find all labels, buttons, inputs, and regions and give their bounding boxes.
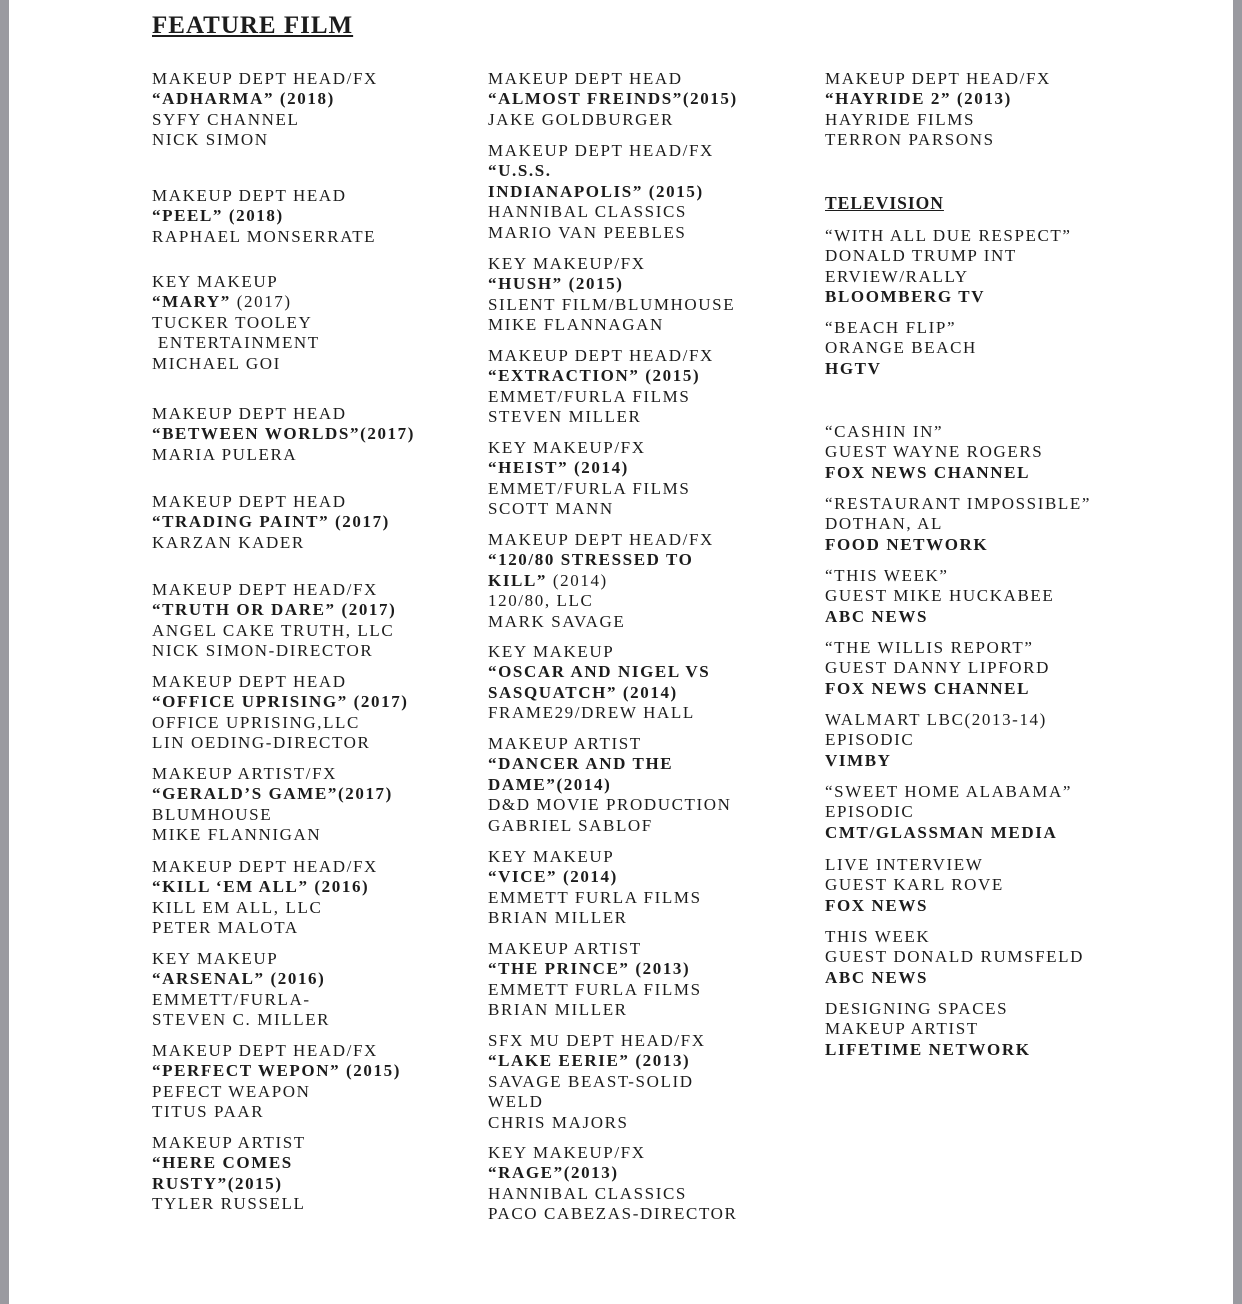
credit-line: “RESTAURANT IMPOSSIBLE”	[825, 494, 1092, 513]
credit-line: ORANGE BEACH	[825, 338, 977, 358]
credit-line: KEY MAKEUP	[152, 272, 279, 291]
credit-line: MAKEUP DEPT HEAD	[152, 672, 347, 691]
credit-line: CHRIS MAJORS	[488, 1112, 629, 1132]
credit-line: STEVEN MILLER	[488, 407, 642, 427]
credit-line: INDIANAPOLIS” (2015)	[488, 181, 704, 201]
credit-line: GABRIEL SABLOF	[488, 815, 653, 835]
credit-line: PEFECT WEAPON	[152, 1081, 311, 1101]
credit-line: “PEEL” (2018)	[152, 206, 284, 226]
credit-entry	[488, 642, 710, 724]
credit-line: LIVE INTERVIEW	[825, 855, 984, 874]
credit-line: “RAGE”(2013)	[488, 1163, 619, 1183]
credit-line: ABC NEWS	[825, 606, 929, 626]
resume-page	[9, 0, 1233, 1304]
credit-line: MARK SAVAGE	[488, 611, 626, 631]
credit-line: “ALMOST FREINDS”(2015)	[488, 89, 738, 109]
credit-line: ERVIEW/RALLY	[825, 266, 969, 286]
credit-line: RUSTY”(2015)	[152, 1173, 283, 1193]
credit-line: MAKEUP DEPT HEAD	[152, 492, 347, 511]
credit-line: TITUS PAAR	[152, 1102, 265, 1122]
credit-line: “120/80 STRESSED TO	[488, 550, 694, 570]
credit-line: “CASHIN IN”	[825, 422, 944, 441]
credit-line: “WITH ALL DUE RESPECT”	[825, 226, 1072, 245]
credit-line: RAPHAEL MONSERRATE	[152, 226, 377, 246]
credit-line: VIMBY	[825, 750, 892, 770]
credit-line: MARIA PULERA	[152, 444, 298, 464]
credit-line: JAKE GOLDBURGER	[488, 109, 674, 129]
credit-line: MAKEUP DEPT HEAD/FX	[152, 857, 378, 876]
credit-line: FOX NEWS	[825, 895, 929, 915]
credit-line: MICHAEL GOI	[152, 353, 281, 373]
credit-line: HANNIBAL CLASSICS	[488, 1183, 687, 1203]
credit-line: D&D MOVIE PRODUCTION	[488, 795, 732, 815]
credit-entry	[825, 318, 977, 379]
credit-entry	[152, 404, 415, 465]
credit-line: BRIAN MILLER	[488, 908, 628, 928]
credit-line: “MARY” (2017)	[152, 292, 292, 312]
credit-entry	[825, 566, 1054, 627]
credit-line: BRIAN MILLER	[488, 1000, 628, 1020]
credit-entry	[488, 939, 702, 1021]
credit-line: “BEACH FLIP”	[825, 318, 957, 337]
credit-line: KILL” (2014)	[488, 570, 608, 590]
credit-entry	[488, 1031, 706, 1133]
credit-line: WELD	[488, 1092, 544, 1112]
credit-line: MAKEUP DEPT HEAD/FX	[152, 580, 378, 599]
credit-line: MAKEUP ARTIST/FX	[152, 764, 337, 783]
credit-entry	[825, 494, 1091, 555]
credit-line: KARZAN KADER	[152, 532, 305, 552]
credit-line: MAKEUP ARTIST	[488, 734, 642, 753]
credit-line: KEY MAKEUP/FX	[488, 438, 646, 457]
credit-line: FOX NEWS CHANNEL	[825, 678, 1031, 698]
credit-line: OFFICE UPRISING,LLC	[152, 712, 360, 732]
credit-line: HGTV	[825, 358, 882, 378]
credit-line: ENTERTAINMENT	[152, 333, 320, 353]
credit-entry	[152, 272, 320, 374]
credit-line: MAKEUP DEPT HEAD/FX	[488, 530, 714, 549]
credit-line: FRAME29/DREW HALL	[488, 703, 695, 723]
credit-line: MAKEUP DEPT HEAD/FX	[488, 141, 714, 160]
credit-line: MARIO VAN PEEBLES	[488, 222, 687, 242]
credit-line: KEY MAKEUP	[152, 949, 279, 968]
credit-line: MAKEUP DEPT HEAD	[488, 69, 683, 88]
credit-line: PACO CABEZAS-DIRECTOR	[488, 1204, 738, 1224]
credit-line: “U.S.S.	[488, 161, 552, 181]
credit-line: GUEST WAYNE ROGERS	[825, 442, 1044, 462]
credit-line: “GERALD’S GAME”(2017)	[152, 784, 393, 804]
credit-line: TYLER RUSSELL	[152, 1194, 306, 1214]
credit-entry	[825, 710, 1047, 771]
credit-line: MIKE FLANNIGAN	[152, 825, 322, 845]
credit-line: SFX MU DEPT HEAD/FX	[488, 1031, 706, 1050]
credit-line: KEY MAKEUP	[488, 847, 615, 866]
credit-line: “ADHARMA” (2018)	[152, 89, 335, 109]
credit-line: EMMET/FURLA FILMS	[488, 386, 691, 406]
credit-line: “THE WILLIS REPORT”	[825, 638, 1034, 657]
credit-entry	[152, 949, 330, 1031]
credit-entry	[152, 186, 376, 247]
credit-line: “TRUTH OR DARE” (2017)	[152, 600, 397, 620]
credit-entry	[825, 782, 1072, 843]
credit-line: MIKE FLANNAGAN	[488, 315, 664, 335]
credit-entry	[488, 438, 690, 520]
credit-line: MAKEUP ARTIST	[825, 1019, 979, 1039]
credit-line: EMMETT/FURLA-	[152, 989, 311, 1009]
section-title-feature-film: FEATURE FILM	[152, 12, 354, 39]
credit-line: SYFY CHANNEL	[152, 109, 300, 129]
credit-entry	[152, 1133, 306, 1215]
credit-line: “THIS WEEK”	[825, 566, 949, 585]
credit-line: “OSCAR AND NIGEL VS	[488, 662, 711, 682]
credit-line: KEY MAKEUP	[488, 642, 615, 661]
credit-line: EMMET/FURLA FILMS	[488, 478, 691, 498]
credit-line: MAKEUP DEPT HEAD	[152, 186, 347, 205]
credit-line: EPISODIC	[825, 802, 915, 822]
credit-line: NICK SIMON-DIRECTOR	[152, 641, 374, 661]
credit-entry	[488, 734, 732, 836]
section-title-television: TELEVISION	[825, 193, 944, 213]
credit-line: GUEST MIKE HUCKABEE	[825, 586, 1055, 606]
credit-line: “DANCER AND THE	[488, 754, 674, 774]
credit-line: BLOOMBERG TV	[825, 287, 986, 307]
credit-line: KEY MAKEUP/FX	[488, 254, 646, 273]
credit-line: DOTHAN, AL	[825, 514, 943, 534]
credit-line: LIN OEDING-DIRECTOR	[152, 733, 371, 753]
credit-entry	[825, 927, 1084, 988]
credit-line: KEY MAKEUP/FX	[488, 1143, 646, 1162]
credit-line: STEVEN C. MILLER	[152, 1010, 331, 1030]
credit-entry	[488, 1143, 737, 1225]
credit-line: GUEST DONALD RUMSFELD	[825, 947, 1085, 967]
credit-line: FOOD NETWORK	[825, 534, 989, 554]
credit-line: SCOTT MANN	[488, 499, 614, 519]
credit-line: FOX NEWS CHANNEL	[825, 462, 1031, 482]
credit-line: DAME”(2014)	[488, 774, 612, 794]
credit-entry	[825, 69, 1051, 151]
credit-entry	[825, 638, 1050, 699]
credit-line: “OFFICE UPRISING” (2017)	[152, 692, 409, 712]
credit-line: SAVAGE BEAST-SOLID	[488, 1071, 694, 1091]
credit-entry	[152, 492, 390, 553]
credit-line: KILL EM ALL, LLC	[152, 897, 323, 917]
credit-line: “SWEET HOME ALABAMA”	[825, 782, 1072, 801]
credit-line: TERRON PARSONS	[825, 130, 995, 150]
credit-line: TUCKER TOOLEY	[152, 312, 313, 332]
credit-line: “VICE” (2014)	[488, 867, 618, 887]
credit-entry	[488, 141, 714, 243]
credit-entry	[152, 580, 396, 662]
credit-entry	[488, 346, 714, 428]
credit-entry	[825, 855, 1004, 916]
credit-line: GUEST DANNY LIPFORD	[825, 658, 1050, 678]
credit-line: EMMETT FURLA FILMS	[488, 887, 702, 907]
credit-line: “TRADING PAINT” (2017)	[152, 512, 390, 532]
credit-line: MAKEUP DEPT HEAD/FX	[825, 69, 1051, 88]
credit-entry	[488, 69, 738, 130]
credit-line: CMT/GLASSMAN MEDIA	[825, 822, 1058, 842]
credit-entry	[152, 672, 409, 754]
credit-line: “HEIST” (2014)	[488, 458, 629, 478]
credit-line: HANNIBAL CLASSICS	[488, 202, 687, 222]
credit-entry	[152, 857, 378, 939]
credit-line: MAKEUP ARTIST	[152, 1133, 306, 1152]
credit-line: ANGEL CAKE TRUTH, LLC	[152, 620, 395, 640]
credit-line: THIS WEEK	[825, 927, 931, 946]
credit-line: 120/80, LLC	[488, 591, 594, 611]
credit-entry	[488, 530, 714, 632]
credit-line: HAYRIDE FILMS	[825, 109, 976, 129]
credit-entry	[825, 422, 1043, 483]
credit-entry	[825, 999, 1031, 1060]
credit-line: PETER MALOTA	[152, 918, 299, 938]
credit-line: NICK SIMON	[152, 130, 269, 150]
credit-entry	[825, 226, 1072, 308]
credit-line: MAKEUP DEPT HEAD/FX	[152, 1041, 378, 1060]
credit-line: “THE PRINCE” (2013)	[488, 959, 691, 979]
credit-line: “HUSH” (2015)	[488, 274, 624, 294]
credit-line: “HERE COMES	[152, 1153, 293, 1173]
credit-line: “KILL ‘EM ALL” (2016)	[152, 877, 370, 897]
credit-line: EMMETT FURLA FILMS	[488, 979, 702, 999]
credit-line: “BETWEEN WORLDS”(2017)	[152, 424, 416, 444]
credit-line: MAKEUP DEPT HEAD/FX	[152, 69, 378, 88]
credit-line: MAKEUP DEPT HEAD	[152, 404, 347, 423]
credit-line: “HAYRIDE 2” (2013)	[825, 89, 1012, 109]
credit-line: MAKEUP ARTIST	[488, 939, 642, 958]
credit-entry	[488, 254, 735, 336]
credit-line: BLUMHOUSE	[152, 804, 273, 824]
credit-line: DONALD TRUMP INT	[825, 246, 1017, 266]
credit-line: GUEST KARL ROVE	[825, 875, 1004, 895]
credit-line: ABC NEWS	[825, 967, 929, 987]
credit-entry	[152, 69, 378, 151]
credit-line: SILENT FILM/BLUMHOUSE	[488, 294, 736, 314]
credit-line: “ARSENAL” (2016)	[152, 969, 326, 989]
credit-line: DESIGNING SPACES	[825, 999, 1009, 1018]
credit-line: “EXTRACTION” (2015)	[488, 366, 701, 386]
credit-line: LIFETIME NETWORK	[825, 1039, 1031, 1059]
credit-line: SASQUATCH” (2014)	[488, 682, 678, 702]
credit-line: “LAKE EERIE” (2013)	[488, 1051, 691, 1071]
credit-entry	[152, 1041, 401, 1123]
credit-line: “PERFECT WEPON” (2015)	[152, 1061, 401, 1081]
credit-entry	[152, 764, 393, 846]
credit-line: EPISODIC	[825, 730, 915, 750]
credit-line: MAKEUP DEPT HEAD/FX	[488, 346, 714, 365]
credit-entry	[488, 847, 702, 929]
credit-line: WALMART LBC(2013-14)	[825, 710, 1047, 729]
